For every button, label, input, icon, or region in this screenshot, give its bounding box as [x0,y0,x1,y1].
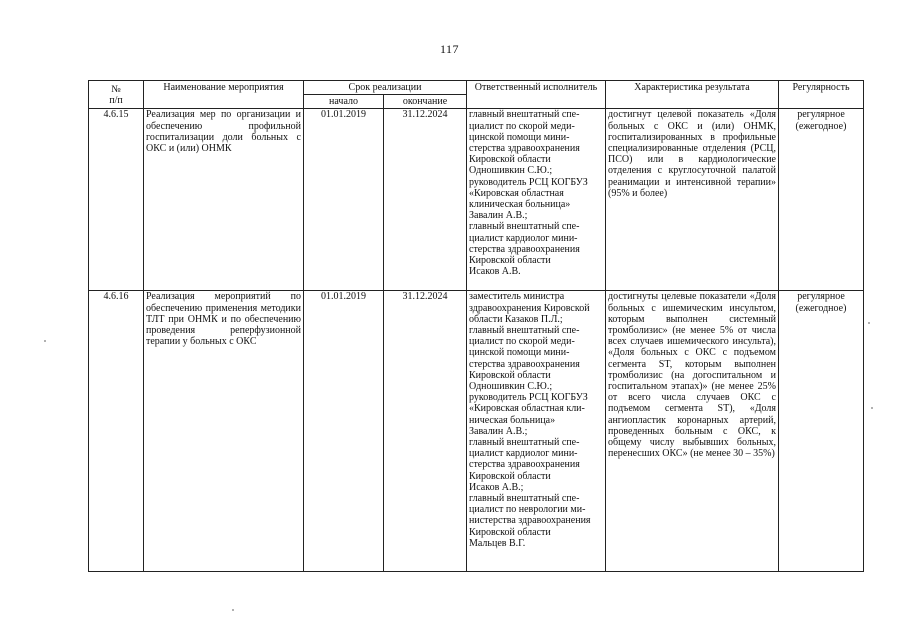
executor-line: главный внештатный спе- [469,493,580,505]
executor-line: главный внештатный спе- [469,325,580,337]
scan-speck [44,340,46,342]
executor-line: здравоохранения Кировской [469,302,590,314]
row-end: 31.12.2024 [384,291,467,572]
row-num: 4.6.15 [89,109,144,291]
executor-line: главный внештатный спе- [469,437,580,449]
executor-line: циалист кардиолог мини- [469,448,578,460]
header-result: Характеристика результата [606,81,779,109]
measures-table [88,80,864,572]
row-regularity: регулярное (ежегодное) [779,109,864,291]
executor-line: циалист кардиолог мини- [469,232,578,244]
row-regularity: регулярное (ежегодное) [779,291,864,572]
row-result: достигнуты целевые показатели «Доля больных с ишемическим инсультом, которым выполнен системный тромболизис» (не менее 5% от числа всех случаев ишемического инсульта), «Доля больных с ОКС с подъемом сегмента ST, которым выполнен тромболизис (на догоспитальном и госпитальном этапах)» (не менее 25% от всего числа случаев ОКС с подъемом сегмента ST), «Доля ангиопластик коронарных артерий, проведенных больным с ОКС, к общему числу выбывших больных, перенесших ОКС» (не менее 30 – 35%) [606,291,779,572]
executor-line: Одношивкин С.Ю.; [469,165,553,177]
executor-line: Кировской области [469,369,551,381]
row-start: 01.01.2019 [304,109,384,291]
header-end: окончание [384,95,467,109]
executor-line: Кировской области [469,470,551,482]
executor-line: стерства здравоохранения [469,358,580,370]
table-row [89,291,864,572]
executor-line: Кировской области [469,255,551,267]
executor-line: циалист по скорой меди- [469,120,575,132]
executor-line: руководитель РСЦ КОГБУЗ [469,392,588,404]
executor-line: циалист по скорой меди- [469,336,575,348]
scan-speck [232,609,234,611]
header-num-line-1: № [111,83,121,95]
executor-line: клиническая больница» [469,199,571,211]
scan-speck [871,407,873,409]
executor-line: заместитель министра [469,291,565,303]
row-executor [467,291,606,572]
executor-line: «Кировская областная кли- [469,403,585,415]
page-number: 117 [439,42,460,56]
header-num [89,81,144,109]
row-end: 31.12.2024 [384,109,467,291]
table-header-row [89,81,864,95]
row-name: Реализация мероприятий по обеспечению применения методики ТЛТ при ОНМК и по обеспечению проведения реперфузионной терапии у больных с ОКС [144,291,304,572]
executor-line: области Казаков П.Л.; [469,313,563,325]
executor-line: главный внештатный спе- [469,221,580,233]
executor-line: стерства здравоохранения [469,243,580,255]
executor-line: главный внештатный спе- [469,109,580,121]
header-executor: Ответственный исполнитель [467,81,606,109]
header-num-line-2: п/п [109,94,123,106]
executor-line: Кировской области [469,154,551,166]
executor-line: нистерства здравоохранения [469,515,591,527]
header-regularity: Регулярность [779,81,864,109]
row-name: Реализация мер по организации и обеспечению профильной госпитализации доли больных с ОКС и (или) ОНМК [144,109,304,291]
executor-line: циалист по неврологии ми- [469,504,586,516]
executor-line: Одношивкин С.Ю.; [469,381,553,393]
scan-speck [868,322,870,324]
executor-line: руководитель РСЦ КОГБУЗ [469,176,588,188]
row-start: 01.01.2019 [304,291,384,572]
executor-line: цинской помощи мини- [469,131,570,143]
executor-line: Исаков А.В.; [469,481,524,493]
executor-line: Исаков А.В. [469,266,521,278]
executor-line: Кировской области [469,526,551,538]
row-num: 4.6.16 [89,291,144,572]
table-row [89,109,864,291]
executor-line: Завалин А.В.; [469,425,528,437]
row-result: достигнут целевой показатель «Доля больных с ОКС и (или) ОНМК, госпитализированных в профильные специализированные отделения (РСЦ, ПСО) или в кардиологические отделения с круглосуточной палатой реанимации и интенсивной терапии» (95% и более) [606,109,779,291]
executor-line: стерства здравоохранения [469,143,580,155]
header-name: Наименование мероприятия [144,81,304,109]
executor-line: «Кировская областная [469,187,564,199]
header-period: Срок реализации [304,81,467,95]
executor-line: Мальцев В.Г. [469,537,526,549]
row-executor [467,109,606,291]
executor-line: Завалин А.В.; [469,210,528,222]
executor-line: стерства здравоохранения [469,459,580,471]
header-start: начало [304,95,384,109]
executor-line: цинской помощи мини- [469,347,570,359]
executor-line: ническая больница» [469,414,556,426]
